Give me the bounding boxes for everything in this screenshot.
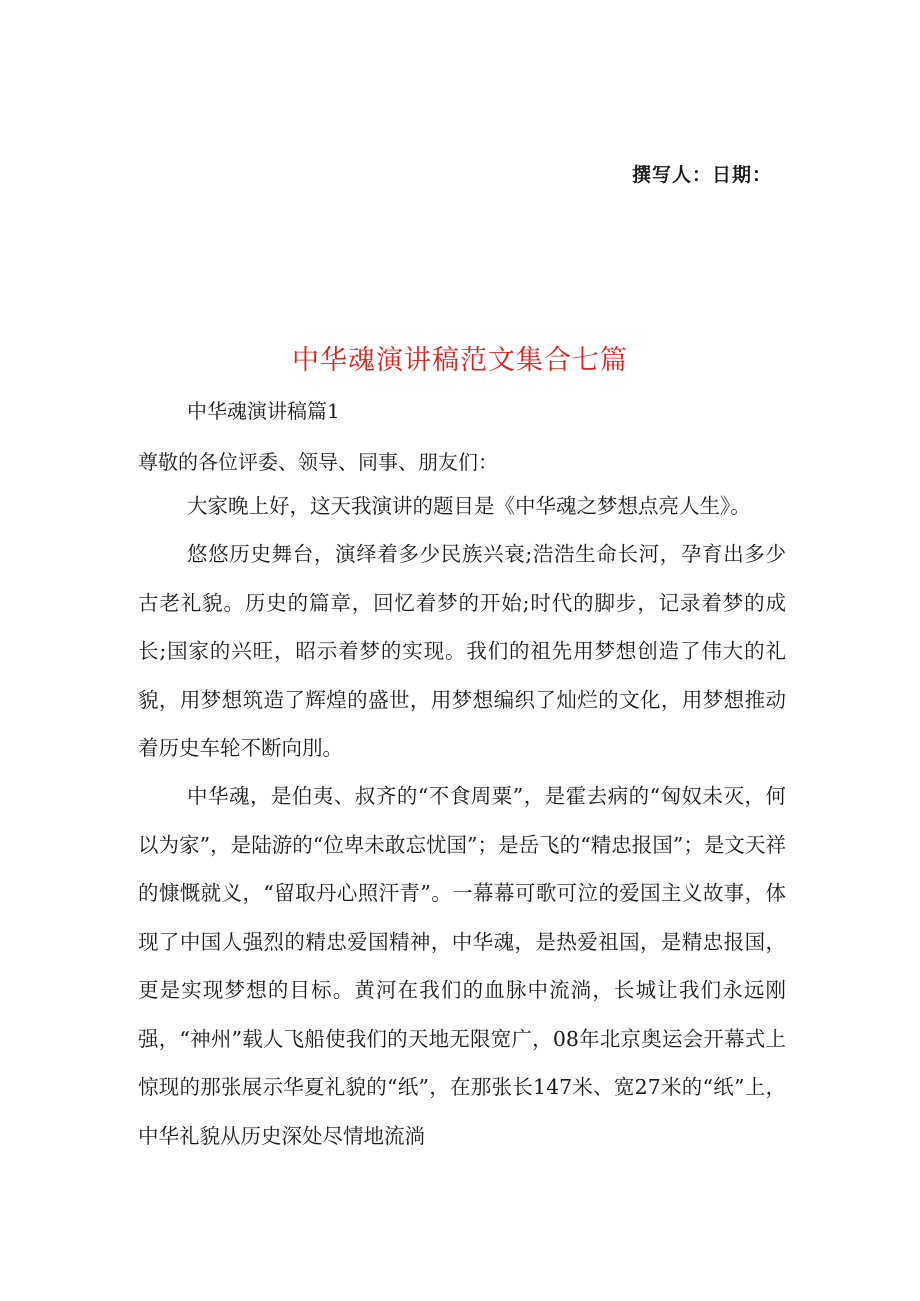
paragraph-chinese-spirit: 中华魂，是伯夷、叔齐的“不食周粟”，是霍去病的“匈奴未灭，何以为家”，是陆游的“位卑未敢忘忧国”；是岳飞的“精忠报国”；是文天祥的慷慨就义，“留取丹心照汗青”。一幕幕可歌可泣的爱国主义故事，体现了中国人强烈的精忠爱国精神，中华魂，是热爱祖国，是精忠报国，更是实现梦想的目标。黄河在我们的血脉中流淌，长城让我们永远刚强，“神州”载人飞船使我们的天地无限宽广，08年北京奥运会开幕式上惊现的那张展示华夏礼貌的“纸”，在那张长147米、宽27米的“纸”上，中华礼貌从历史深处尽情地流淌 xyxy=(138,784,786,1148)
salutation-line: 尊敬的各位评委、领导、同事、朋友们： xyxy=(138,450,498,474)
paragraph-greeting: 大家晚上好，这天我演讲的题目是《中华魂之梦想点亮人生》。 xyxy=(187,494,751,518)
author-date-line: 撰写人：日期： xyxy=(631,164,772,186)
paragraph-history: 悠悠历史舞台，演绎着多少民族兴衰;浩浩生命长河，孕育出多少古老礼貌。历史的篇章，回忆着梦的开始;时代的脚步，记录着梦的成长;国家的兴旺，昭示着梦的实现。我们的祖先用梦想创造了伟大的礼貌，用梦想筑造了辉煌的盛世，用梦想编织了灿烂的文化，用梦想推动着历史车轮不断向刖。 xyxy=(138,542,786,760)
section-heading: 中华魂演讲稿篇1 xyxy=(187,399,340,423)
document-title: 中华魂演讲稿范文集合七篇 xyxy=(292,345,628,376)
